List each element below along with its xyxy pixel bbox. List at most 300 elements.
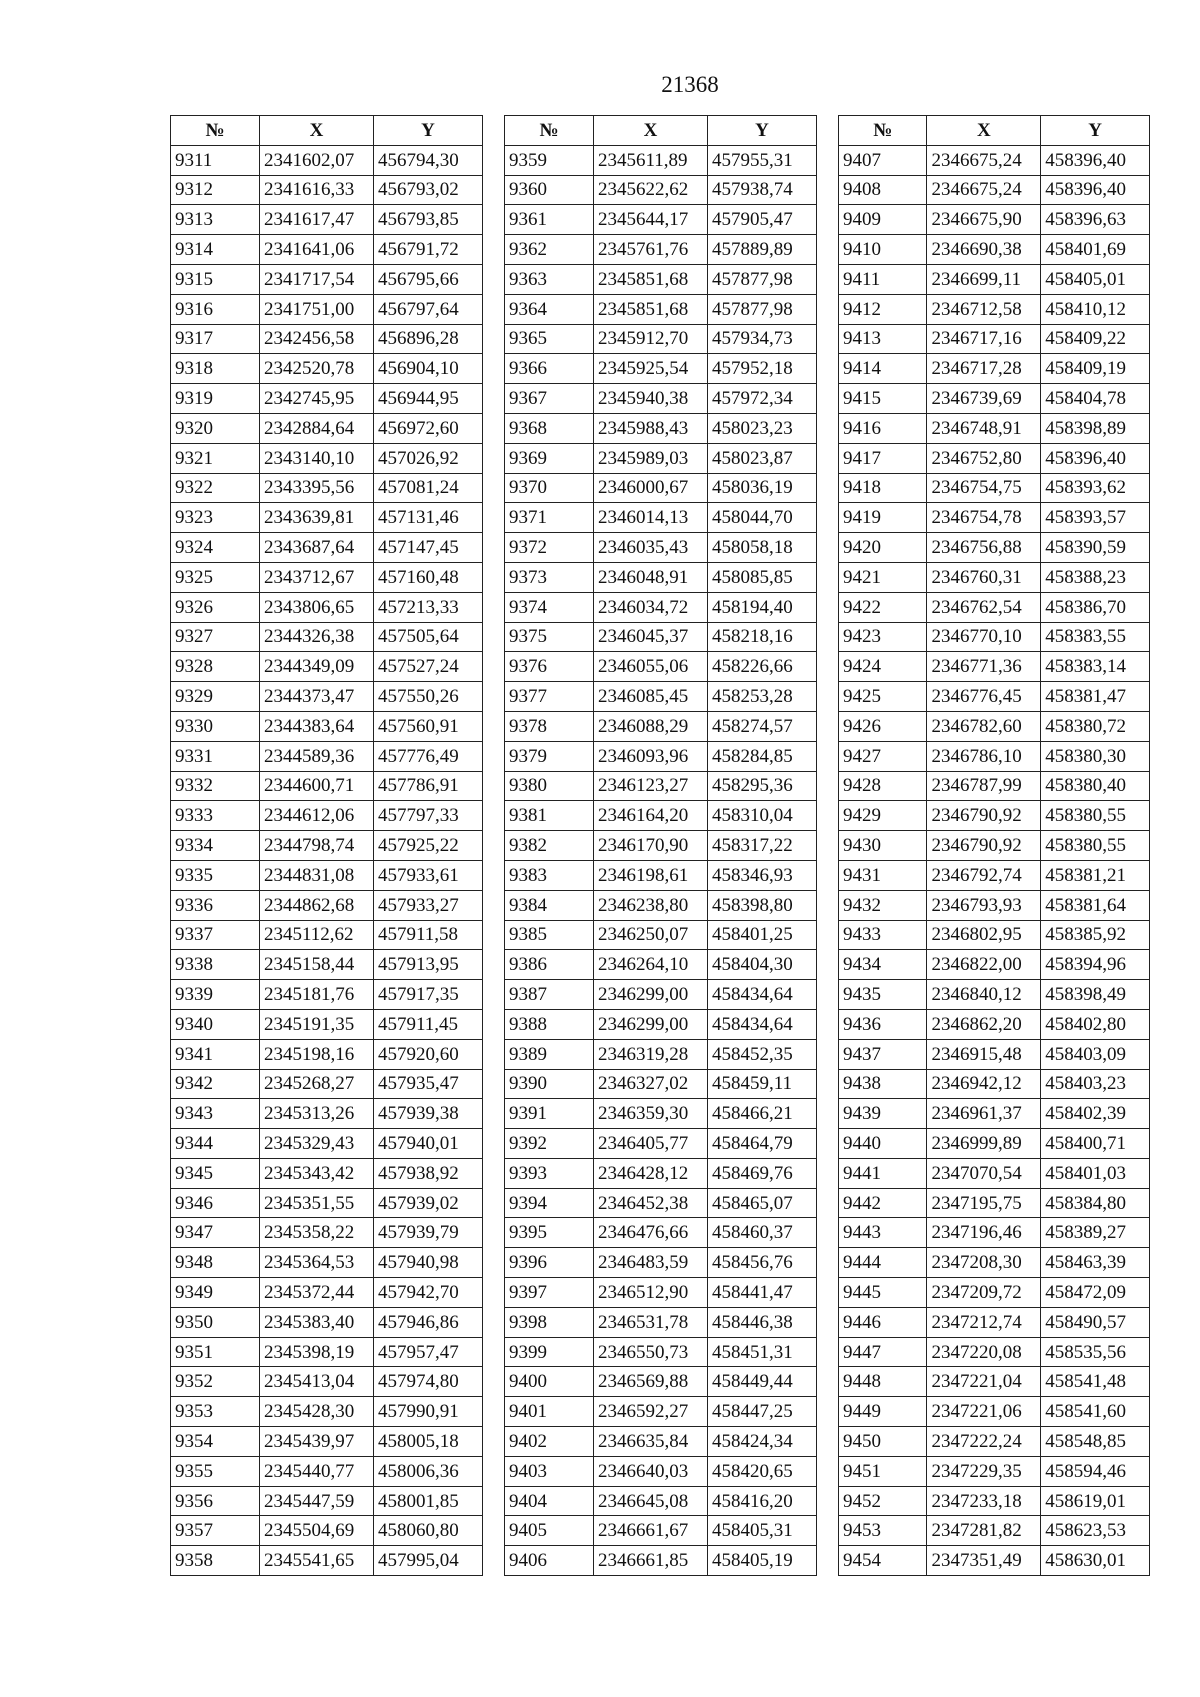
- table-row: [171, 354, 483, 384]
- cell-y: 458402,80: [1041, 1009, 1150, 1039]
- table-row: [505, 1546, 817, 1576]
- cell-number: 9373: [505, 562, 594, 592]
- cell-y: 458460,37: [708, 1218, 817, 1248]
- cell-x: 2346739,69: [927, 384, 1041, 414]
- cell-number: 9396: [505, 1248, 594, 1278]
- header-y: Y: [374, 116, 483, 146]
- table-row: [505, 1367, 817, 1397]
- cell-x: 2346760,31: [927, 562, 1041, 592]
- cell-y: 458317,22: [708, 831, 817, 861]
- cell-x: 2345372,44: [260, 1278, 374, 1308]
- cell-number: 9378: [505, 711, 594, 741]
- cell-number: 9399: [505, 1337, 594, 1367]
- cell-number: 9431: [839, 860, 927, 890]
- cell-x: 2346675,24: [927, 175, 1041, 205]
- cell-y: 458472,09: [1041, 1278, 1150, 1308]
- cell-y: 457974,80: [374, 1367, 483, 1397]
- table-row: [839, 473, 1150, 503]
- cell-number: 9369: [505, 443, 594, 473]
- table-row: [505, 801, 817, 831]
- table-row: [839, 1397, 1150, 1427]
- table-row: [505, 950, 817, 980]
- cell-x: 2345158,44: [260, 950, 374, 980]
- cell-number: 9437: [839, 1039, 927, 1069]
- cell-number: 9412: [839, 294, 927, 324]
- cell-x: 2346428,12: [594, 1158, 708, 1188]
- cell-y: 457938,74: [708, 175, 817, 205]
- table-row: [505, 920, 817, 950]
- cell-x: 2346088,29: [594, 711, 708, 741]
- table-row: [505, 1397, 817, 1427]
- cell-number: 9355: [171, 1456, 260, 1486]
- cell-y: 458416,20: [708, 1486, 817, 1516]
- cell-number: 9330: [171, 711, 260, 741]
- table-row: [171, 860, 483, 890]
- cell-y: 458405,01: [1041, 264, 1150, 294]
- table-row: [171, 1188, 483, 1218]
- cell-y: 458420,65: [708, 1456, 817, 1486]
- table-row: [505, 980, 817, 1010]
- cell-y: 458410,12: [1041, 294, 1150, 324]
- cell-number: 9324: [171, 533, 260, 563]
- cell-number: 9349: [171, 1278, 260, 1308]
- table-row: [839, 1099, 1150, 1129]
- cell-x: 2347281,82: [927, 1516, 1041, 1546]
- cell-x: 2347070,54: [927, 1158, 1041, 1188]
- table-row: [171, 682, 483, 712]
- cell-number: 9403: [505, 1456, 594, 1486]
- cell-x: 2346483,59: [594, 1248, 708, 1278]
- cell-number: 9435: [839, 980, 927, 1010]
- table-row: [171, 890, 483, 920]
- cell-y: 458385,92: [1041, 920, 1150, 950]
- coordinate-table-2: [504, 115, 817, 1576]
- cell-number: 9430: [839, 831, 927, 861]
- table-row: [505, 592, 817, 622]
- cell-x: 2345611,89: [594, 145, 708, 175]
- cell-y: 458459,11: [708, 1069, 817, 1099]
- table-row: [171, 1516, 483, 1546]
- table-row: [505, 294, 817, 324]
- cell-number: 9326: [171, 592, 260, 622]
- header-row: [505, 116, 817, 146]
- cell-x: 2347221,06: [927, 1397, 1041, 1427]
- table-row: [839, 860, 1150, 890]
- table-row: [171, 741, 483, 771]
- cell-number: 9335: [171, 860, 260, 890]
- cell-number: 9454: [839, 1546, 927, 1576]
- cell-x: 2345851,68: [594, 264, 708, 294]
- cell-y: 457933,61: [374, 860, 483, 890]
- cell-y: 458381,64: [1041, 890, 1150, 920]
- table-row: [839, 324, 1150, 354]
- cell-number: 9321: [171, 443, 260, 473]
- cell-number: 9331: [171, 741, 260, 771]
- table-row: [505, 235, 817, 265]
- cell-number: 9317: [171, 324, 260, 354]
- cell-y: 457911,58: [374, 920, 483, 950]
- cell-y: 457957,47: [374, 1337, 483, 1367]
- cell-x: 2345989,03: [594, 443, 708, 473]
- table-row: [839, 801, 1150, 831]
- table-row: [839, 1367, 1150, 1397]
- cell-x: 2346862,20: [927, 1009, 1041, 1039]
- cell-number: 9446: [839, 1307, 927, 1337]
- cell-x: 2345351,55: [260, 1188, 374, 1218]
- cell-number: 9408: [839, 175, 927, 205]
- cell-y: 458390,59: [1041, 533, 1150, 563]
- cell-y: 458346,93: [708, 860, 817, 890]
- cell-number: 9427: [839, 741, 927, 771]
- cell-number: 9389: [505, 1039, 594, 1069]
- cell-number: 9374: [505, 592, 594, 622]
- table-row: [839, 1248, 1150, 1278]
- cell-y: 458456,76: [708, 1248, 817, 1278]
- cell-x: 2345440,77: [260, 1456, 374, 1486]
- cell-x: 2346661,85: [594, 1546, 708, 1576]
- header-y: Y: [1041, 116, 1150, 146]
- cell-x: 2346055,06: [594, 652, 708, 682]
- cell-y: 458623,53: [1041, 1516, 1150, 1546]
- cell-x: 2346756,88: [927, 533, 1041, 563]
- table-row: [505, 473, 817, 503]
- cell-x: 2347221,04: [927, 1367, 1041, 1397]
- table-row: [839, 950, 1150, 980]
- table-row: [839, 175, 1150, 205]
- header-y: Y: [708, 116, 817, 146]
- table-row: [171, 294, 483, 324]
- cell-number: 9315: [171, 264, 260, 294]
- table-row: [505, 145, 817, 175]
- cell-x: 2344600,71: [260, 771, 374, 801]
- cell-y: 458434,64: [708, 1009, 817, 1039]
- cell-number: 9401: [505, 1397, 594, 1427]
- cell-y: 457955,31: [708, 145, 817, 175]
- cell-number: 9394: [505, 1188, 594, 1218]
- cell-number: 9402: [505, 1427, 594, 1457]
- table-row: [839, 1069, 1150, 1099]
- cell-x: 2346123,27: [594, 771, 708, 801]
- page-number: 21368: [661, 72, 719, 97]
- table-row: [839, 920, 1150, 950]
- header-number: №: [171, 116, 260, 146]
- cell-x: 2345851,68: [594, 294, 708, 324]
- cell-y: 458389,27: [1041, 1218, 1150, 1248]
- cell-x: 2341602,07: [260, 145, 374, 175]
- table-row: [839, 1009, 1150, 1039]
- table-row: [505, 1158, 817, 1188]
- table-row: [839, 413, 1150, 443]
- cell-x: 2346790,92: [927, 801, 1041, 831]
- header-x: X: [260, 116, 374, 146]
- cell-number: 9407: [839, 145, 927, 175]
- cell-number: 9320: [171, 413, 260, 443]
- cell-number: 9406: [505, 1546, 594, 1576]
- cell-x: 2344862,68: [260, 890, 374, 920]
- cell-x: 2345191,35: [260, 1009, 374, 1039]
- cell-number: 9341: [171, 1039, 260, 1069]
- table-row: [505, 413, 817, 443]
- cell-y: 458401,69: [1041, 235, 1150, 265]
- table-row: [839, 980, 1150, 1010]
- cell-x: 2346717,28: [927, 354, 1041, 384]
- cell-y: 456795,66: [374, 264, 483, 294]
- cell-y: 458449,44: [708, 1367, 817, 1397]
- cell-x: 2347222,24: [927, 1427, 1041, 1457]
- table-row: [171, 1069, 483, 1099]
- cell-y: 458380,40: [1041, 771, 1150, 801]
- cell-y: 457952,18: [708, 354, 817, 384]
- table-row: [839, 1546, 1150, 1576]
- table-row: [505, 1129, 817, 1159]
- cell-x: 2345439,97: [260, 1427, 374, 1457]
- cell-number: 9362: [505, 235, 594, 265]
- cell-x: 2346048,91: [594, 562, 708, 592]
- cell-x: 2347208,30: [927, 1248, 1041, 1278]
- cell-number: 9328: [171, 652, 260, 682]
- cell-x: 2342520,78: [260, 354, 374, 384]
- cell-x: 2343712,67: [260, 562, 374, 592]
- cell-number: 9368: [505, 413, 594, 443]
- cell-y: 457939,38: [374, 1099, 483, 1129]
- cell-y: 458384,80: [1041, 1188, 1150, 1218]
- cell-x: 2345925,54: [594, 354, 708, 384]
- cell-x: 2346776,45: [927, 682, 1041, 712]
- cell-number: 9380: [505, 771, 594, 801]
- cell-y: 458194,40: [708, 592, 817, 622]
- table-row: [171, 622, 483, 652]
- table-row: [171, 1218, 483, 1248]
- table-row: [171, 771, 483, 801]
- cell-number: 9423: [839, 622, 927, 652]
- cell-y: 458060,80: [374, 1516, 483, 1546]
- cell-number: 9385: [505, 920, 594, 950]
- cell-x: 2344373,47: [260, 682, 374, 712]
- cell-y: 458295,36: [708, 771, 817, 801]
- cell-y: 458393,62: [1041, 473, 1150, 503]
- table-row: [839, 1337, 1150, 1367]
- cell-number: 9338: [171, 950, 260, 980]
- table-row: [505, 1248, 817, 1278]
- table-row: [171, 1039, 483, 1069]
- cell-y: 457026,92: [374, 443, 483, 473]
- cell-number: 9325: [171, 562, 260, 592]
- cell-y: 458310,04: [708, 801, 817, 831]
- cell-number: 9398: [505, 1307, 594, 1337]
- table-row: [505, 890, 817, 920]
- table-row: [171, 801, 483, 831]
- cell-y: 457527,24: [374, 652, 483, 682]
- cell-number: 9344: [171, 1129, 260, 1159]
- cell-x: 2346299,00: [594, 1009, 708, 1039]
- table-row: [505, 771, 817, 801]
- cell-x: 2346793,93: [927, 890, 1041, 920]
- cell-number: 9350: [171, 1307, 260, 1337]
- table-row: [505, 443, 817, 473]
- cell-y: 458398,49: [1041, 980, 1150, 1010]
- table-row: [171, 1158, 483, 1188]
- cell-number: 9425: [839, 682, 927, 712]
- cell-x: 2344383,64: [260, 711, 374, 741]
- cell-y: 456794,30: [374, 145, 483, 175]
- cell-y: 457972,34: [708, 384, 817, 414]
- cell-number: 9413: [839, 324, 927, 354]
- cell-x: 2345358,22: [260, 1218, 374, 1248]
- cell-x: 2346699,11: [927, 264, 1041, 294]
- cell-y: 458381,21: [1041, 860, 1150, 890]
- cell-x: 2346093,96: [594, 741, 708, 771]
- cell-x: 2346754,78: [927, 503, 1041, 533]
- cell-number: 9395: [505, 1218, 594, 1248]
- header-number: №: [505, 116, 594, 146]
- cell-y: 457934,73: [708, 324, 817, 354]
- table-row: [171, 1456, 483, 1486]
- table-row: [505, 533, 817, 563]
- table-row: [171, 1337, 483, 1367]
- cell-y: 458594,46: [1041, 1456, 1150, 1486]
- table-row: [505, 711, 817, 741]
- table-row: [171, 413, 483, 443]
- cell-x: 2345912,70: [594, 324, 708, 354]
- cell-y: 458434,64: [708, 980, 817, 1010]
- cell-y: 458452,35: [708, 1039, 817, 1069]
- table-row: [171, 1367, 483, 1397]
- cell-y: 457935,47: [374, 1069, 483, 1099]
- cell-y: 457917,35: [374, 980, 483, 1010]
- table-row: [505, 175, 817, 205]
- cell-y: 458409,22: [1041, 324, 1150, 354]
- cell-x: 2345504,69: [260, 1516, 374, 1546]
- cell-number: 9367: [505, 384, 594, 414]
- cell-number: 9451: [839, 1456, 927, 1486]
- table-row: [839, 384, 1150, 414]
- table-row: [505, 1009, 817, 1039]
- cell-number: 9323: [171, 503, 260, 533]
- table-body: [505, 145, 817, 1575]
- cell-x: 2344349,09: [260, 652, 374, 682]
- table-row: [505, 1278, 817, 1308]
- cell-number: 9322: [171, 473, 260, 503]
- cell-x: 2345181,76: [260, 980, 374, 1010]
- cell-y: 456797,64: [374, 294, 483, 324]
- cell-number: 9419: [839, 503, 927, 533]
- cell-y: 458469,76: [708, 1158, 817, 1188]
- cell-number: 9371: [505, 503, 594, 533]
- cell-number: 9442: [839, 1188, 927, 1218]
- cell-x: 2346299,00: [594, 980, 708, 1010]
- cell-y: 457786,91: [374, 771, 483, 801]
- cell-x: 2346822,00: [927, 950, 1041, 980]
- cell-x: 2347209,72: [927, 1278, 1041, 1308]
- cell-number: 9397: [505, 1278, 594, 1308]
- table-row: [505, 264, 817, 294]
- cell-number: 9365: [505, 324, 594, 354]
- cell-y: 458381,47: [1041, 682, 1150, 712]
- cell-x: 2346762,54: [927, 592, 1041, 622]
- cell-number: 9345: [171, 1158, 260, 1188]
- cell-x: 2346640,03: [594, 1456, 708, 1486]
- table-row: [171, 1099, 483, 1129]
- table-row: [171, 1278, 483, 1308]
- cell-x: 2346000,67: [594, 473, 708, 503]
- cell-number: 9372: [505, 533, 594, 563]
- cell-y: 458619,01: [1041, 1486, 1150, 1516]
- cell-x: 2347351,49: [927, 1546, 1041, 1576]
- table-row: [171, 711, 483, 741]
- table-row: [839, 890, 1150, 920]
- cell-x: 2345644,17: [594, 205, 708, 235]
- table-row: [839, 205, 1150, 235]
- cell-x: 2345761,76: [594, 235, 708, 265]
- cell-x: 2345112,62: [260, 920, 374, 950]
- cell-y: 458490,57: [1041, 1307, 1150, 1337]
- table-row: [839, 741, 1150, 771]
- table-row: [839, 1188, 1150, 1218]
- cell-y: 457213,33: [374, 592, 483, 622]
- cell-number: 9381: [505, 801, 594, 831]
- cell-number: 9357: [171, 1516, 260, 1546]
- cell-y: 458036,19: [708, 473, 817, 503]
- cell-x: 2346085,45: [594, 682, 708, 712]
- table-row: [839, 354, 1150, 384]
- cell-x: 2345313,26: [260, 1099, 374, 1129]
- table-row: [505, 1427, 817, 1457]
- table-row: [171, 145, 483, 175]
- cell-y: 458396,63: [1041, 205, 1150, 235]
- cell-number: 9327: [171, 622, 260, 652]
- coordinate-table-1: [170, 115, 483, 1576]
- cell-x: 2346782,60: [927, 711, 1041, 741]
- table-row: [839, 294, 1150, 324]
- table-row: [839, 145, 1150, 175]
- cell-number: 9439: [839, 1099, 927, 1129]
- cell-number: 9353: [171, 1397, 260, 1427]
- cell-number: 9359: [505, 145, 594, 175]
- cell-number: 9336: [171, 890, 260, 920]
- cell-y: 458548,85: [1041, 1427, 1150, 1457]
- cell-x: 2345940,38: [594, 384, 708, 414]
- table-row: [505, 1218, 817, 1248]
- cell-number: 9400: [505, 1367, 594, 1397]
- table-row: [171, 1397, 483, 1427]
- cell-y: 458396,40: [1041, 145, 1150, 175]
- cell-x: 2346569,88: [594, 1367, 708, 1397]
- cell-y: 458424,34: [708, 1427, 817, 1457]
- cell-x: 2346790,92: [927, 831, 1041, 861]
- cell-y: 457938,92: [374, 1158, 483, 1188]
- table-row: [171, 1486, 483, 1516]
- table-row: [839, 264, 1150, 294]
- cell-y: 458023,23: [708, 413, 817, 443]
- cell-x: 2346238,80: [594, 890, 708, 920]
- cell-x: 2342884,64: [260, 413, 374, 443]
- cell-y: 458409,19: [1041, 354, 1150, 384]
- cell-x: 2343140,10: [260, 443, 374, 473]
- table-row: [839, 771, 1150, 801]
- cell-number: 9432: [839, 890, 927, 920]
- cell-y: 458006,36: [374, 1456, 483, 1486]
- table-row: [839, 503, 1150, 533]
- cell-y: 458446,38: [708, 1307, 817, 1337]
- cell-number: 9382: [505, 831, 594, 861]
- cell-y: 457911,45: [374, 1009, 483, 1039]
- table-row: [171, 920, 483, 950]
- cell-x: 2346164,20: [594, 801, 708, 831]
- table-row: [171, 473, 483, 503]
- cell-number: 9450: [839, 1427, 927, 1457]
- table-row: [505, 682, 817, 712]
- cell-number: 9418: [839, 473, 927, 503]
